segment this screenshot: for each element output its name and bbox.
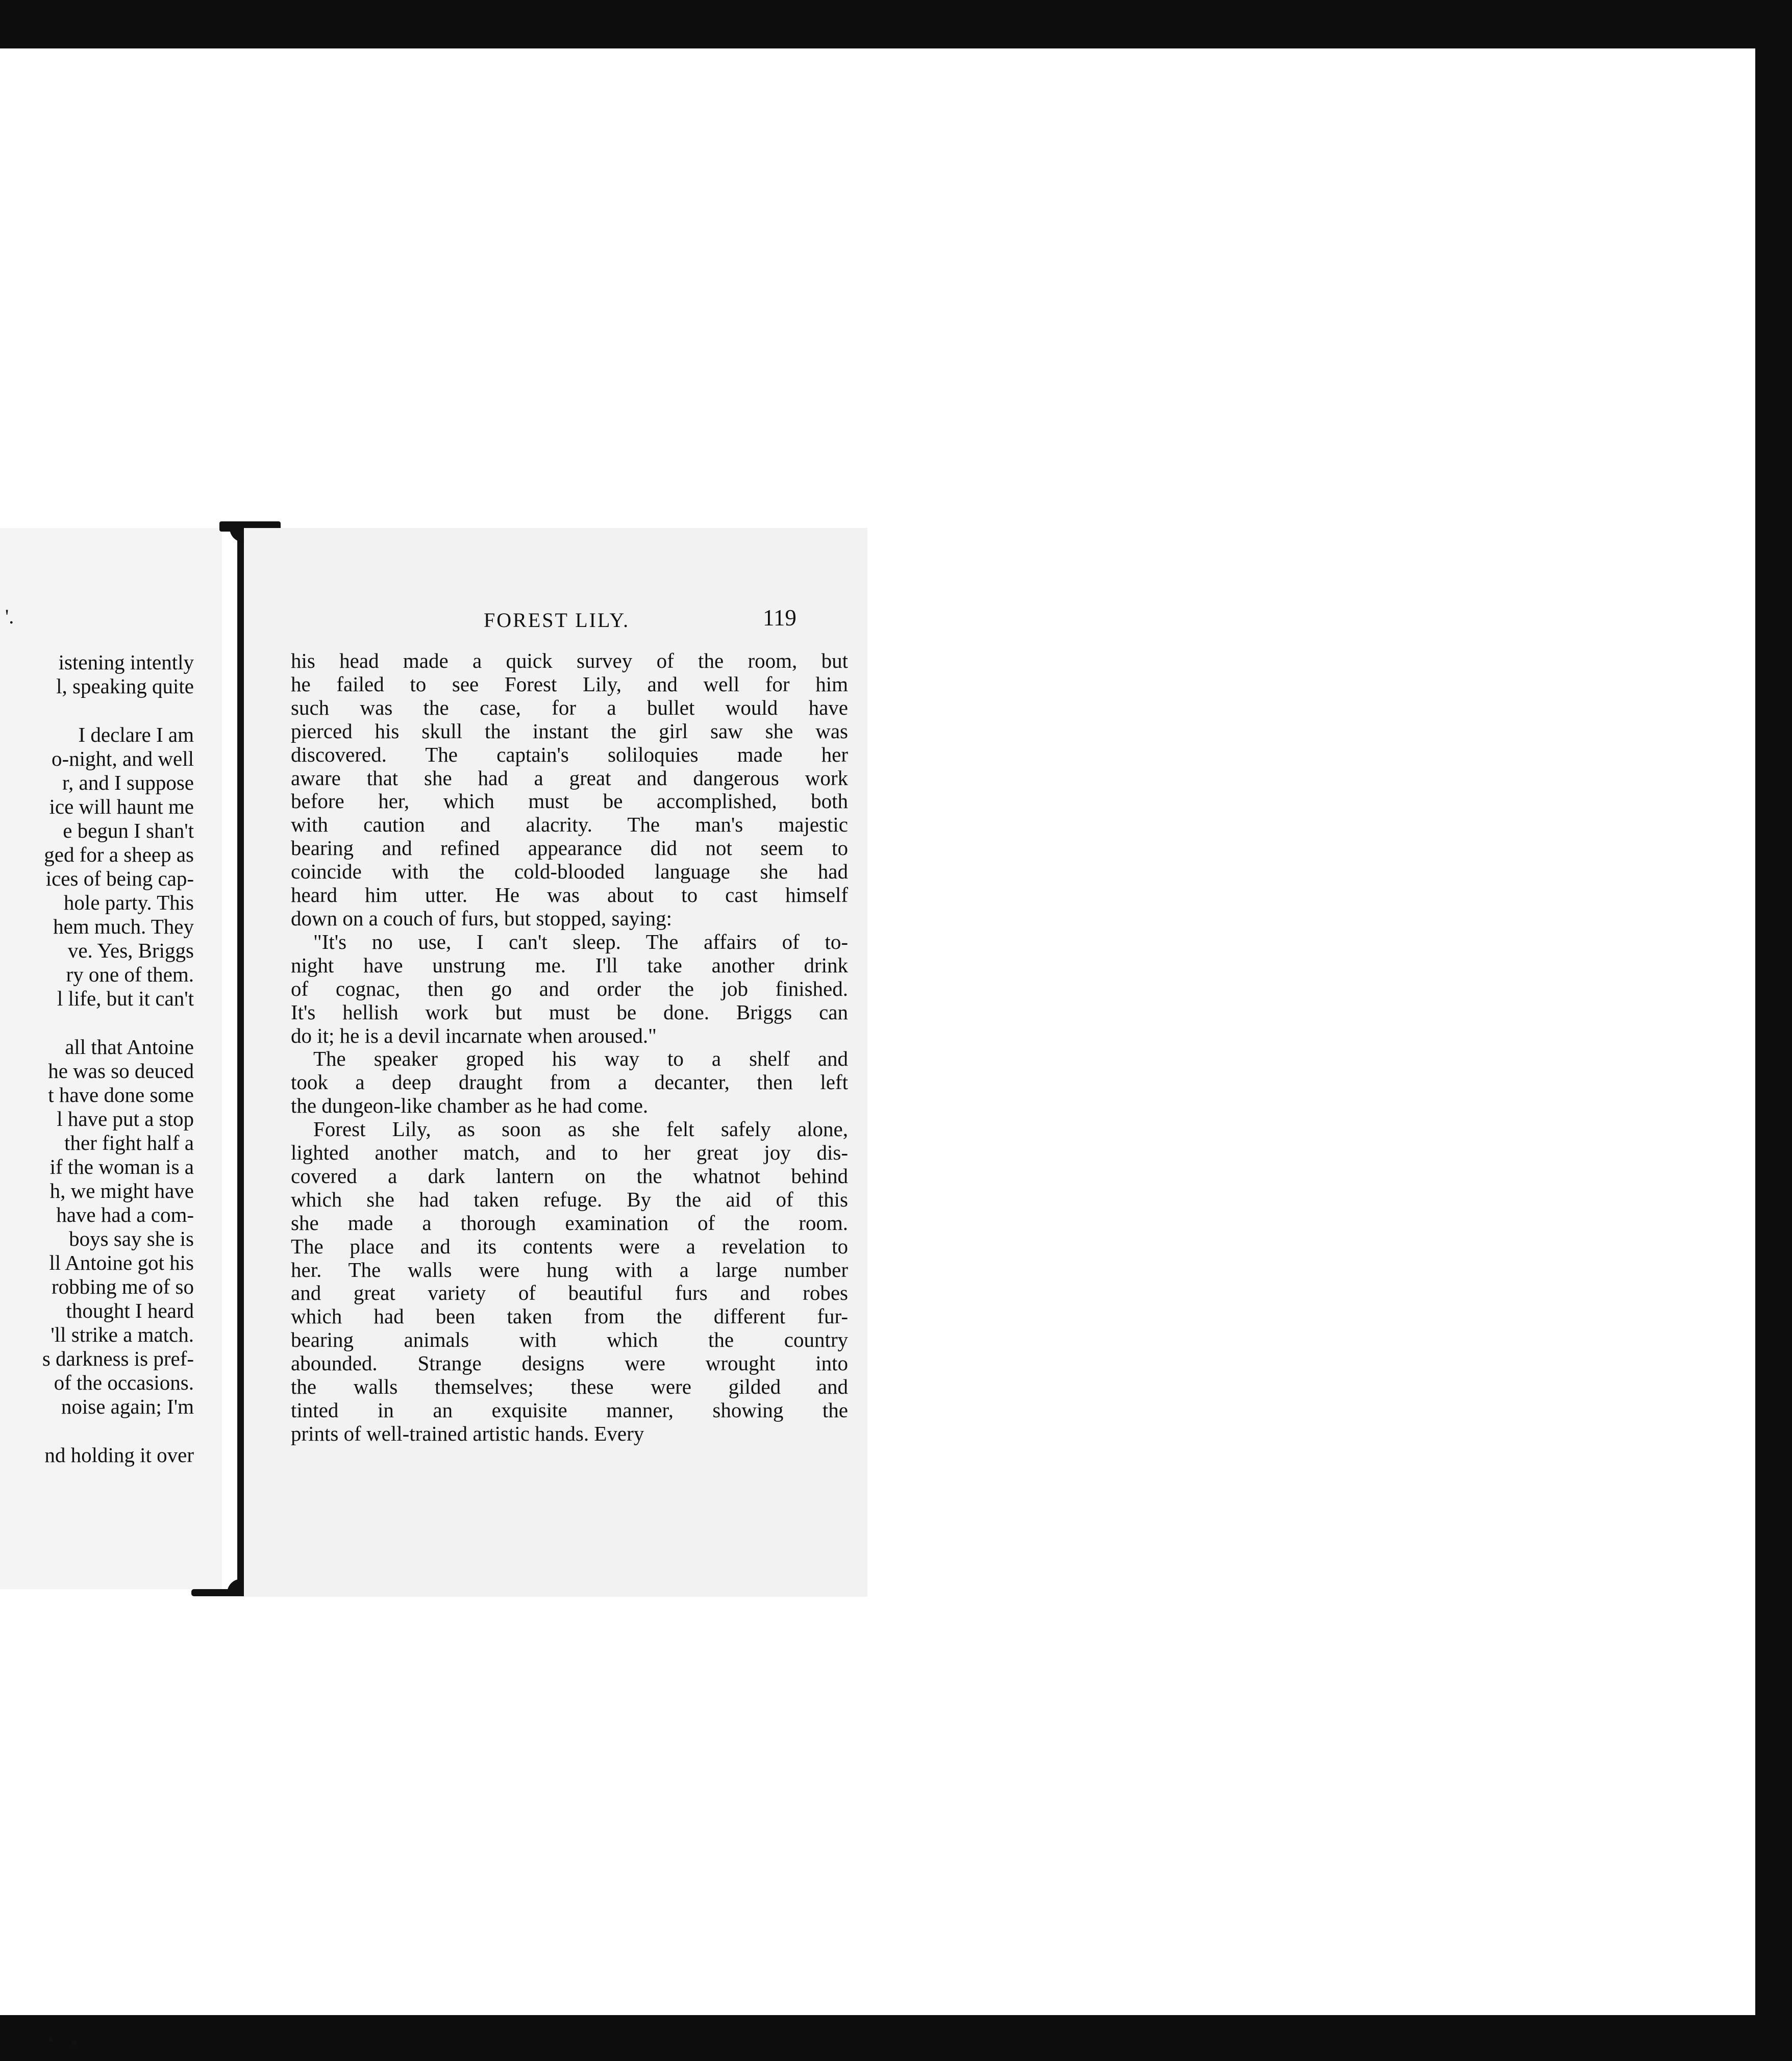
text-line: prints of well-trained artistic hands. Every <box>291 1421 644 1445</box>
text-line: bearing and refined appearance did not seem to <box>291 836 848 860</box>
left-text-line: l, speaking quite <box>56 674 194 698</box>
text-line: "It's no use, I can't sleep. The affairs of to- <box>313 929 848 953</box>
text-line: lighted another match, and to her great joy dis- <box>291 1141 848 1165</box>
film-speck <box>71 2041 77 2046</box>
left-text-line: robbing me of so <box>52 1275 194 1298</box>
text-line: his head made a quick survey of the room, but <box>291 649 848 672</box>
page-number: 119 <box>763 605 797 631</box>
left-text-line: r, and I suppose <box>62 771 194 794</box>
left-text-line: ve. Yes, Briggs <box>67 939 194 962</box>
text-line: discovered. The captain's soliloquies made her <box>291 742 848 766</box>
text-line: her. The walls were hung with a large number <box>291 1258 848 1281</box>
text-line: Forest Lily, as soon as she felt safely alone, <box>313 1117 848 1141</box>
left-text-line: ged for a sheep as <box>44 843 194 866</box>
text-line: she made a thorough examination of the room. <box>291 1211 848 1235</box>
left-page <box>0 528 222 1589</box>
left-text-line: noise again; I'm <box>61 1395 194 1418</box>
left-text-line: h, we might have <box>49 1179 194 1202</box>
left-text-line: nd holding it over <box>44 1443 194 1467</box>
text-line: bearing animals with which the country <box>291 1328 848 1352</box>
text-line: abounded. Strange designs were wrought into <box>291 1351 848 1375</box>
left-text-line: have had a com- <box>56 1203 194 1226</box>
text-line: such was the case, for a bullet would have <box>291 695 848 719</box>
left-text-line: if the woman is a <box>49 1155 194 1178</box>
left-text-line: o-night, and well <box>52 747 194 770</box>
text-line: It's hellish work but must be done. Briggs can <box>291 1000 848 1024</box>
text-line: of cognac, then go and order the job finished. <box>291 976 848 1000</box>
text-line: night have unstrung me. I'll take another drink <box>291 953 848 977</box>
text-line: the dungeon-like chamber as he had come. <box>291 1094 649 1118</box>
running-head: FOREST LILY. <box>484 609 630 632</box>
left-text-line: t have done some <box>48 1083 194 1107</box>
left-text-line: I declare I am <box>78 723 194 746</box>
page-body-text <box>291 649 848 1446</box>
left-text-line: hem much. They <box>53 915 194 938</box>
left-text-line: istening intently <box>58 650 194 674</box>
left-text-line: 'll strike a match. <box>51 1323 194 1346</box>
text-line: and great variety of beautiful furs and robes <box>291 1281 848 1305</box>
text-line: which she had taken refuge. By the aid of this <box>291 1187 848 1211</box>
left-page-text <box>0 650 194 1467</box>
left-text-line: ices of being cap- <box>45 867 194 890</box>
text-line: heard him utter. He was about to cast himself <box>291 883 848 907</box>
left-text-line: boys say she is <box>69 1227 194 1250</box>
left-text-line: thought I heard <box>66 1299 194 1322</box>
left-text-line: he was so deuced <box>48 1059 194 1083</box>
film-frame-top <box>0 0 1792 48</box>
text-line: before her, which must be accomplished, both <box>291 789 848 813</box>
text-line: covered a dark lantern on the whatnot behind <box>291 1164 848 1188</box>
left-text-line: all that Antoine <box>65 1035 194 1059</box>
left-text-line: hole party. This <box>63 891 194 914</box>
left-text-line: ll Antoine got his <box>49 1251 194 1274</box>
text-line: The place and its contents were a revelation to <box>291 1234 848 1258</box>
text-line: tinted in an exquisite manner, showing the <box>291 1398 848 1422</box>
left-text-line: s darkness is pref- <box>42 1347 194 1370</box>
left-text-line: ther fight half a <box>64 1131 194 1154</box>
text-line: aware that she had a great and dangerous work <box>291 766 848 790</box>
text-line: down on a couch of furs, but stopped, saying: <box>291 906 672 930</box>
text-line: took a deep draught from a decanter, then left <box>291 1070 848 1094</box>
left-running-head-fragment: '. <box>5 605 14 628</box>
film-frame-right <box>1755 48 1792 2018</box>
left-text-line: e begun I shan't <box>63 819 194 842</box>
left-text-line: l have put a stop <box>57 1107 194 1130</box>
text-line: with caution and alacrity. The man's majestic <box>291 813 848 837</box>
left-text-line: ry one of them. <box>66 963 194 986</box>
film-speck <box>48 2038 53 2042</box>
text-line: pierced his skull the instant the girl saw she was <box>291 719 848 743</box>
text-line: he failed to see Forest Lily, and well for him <box>291 672 848 696</box>
text-line: the walls themselves; these were gilded and <box>291 1375 848 1399</box>
left-text-line: ice will haunt me <box>49 795 194 818</box>
text-line: which had been taken from the different fur- <box>291 1304 848 1328</box>
film-frame-corner <box>1699 48 1755 94</box>
left-text-line: of the occasions. <box>54 1371 194 1394</box>
book-page <box>244 528 867 1597</box>
film-frame-bottom <box>0 2015 1792 2061</box>
text-line: The speaker groped his way to a shelf and <box>313 1047 848 1071</box>
left-text-line: l life, but it can't <box>57 987 194 1010</box>
text-line: do it; he is a devil incarnate when aroused." <box>291 1023 657 1047</box>
text-line: coincide with the cold-blooded language she had <box>291 860 848 884</box>
